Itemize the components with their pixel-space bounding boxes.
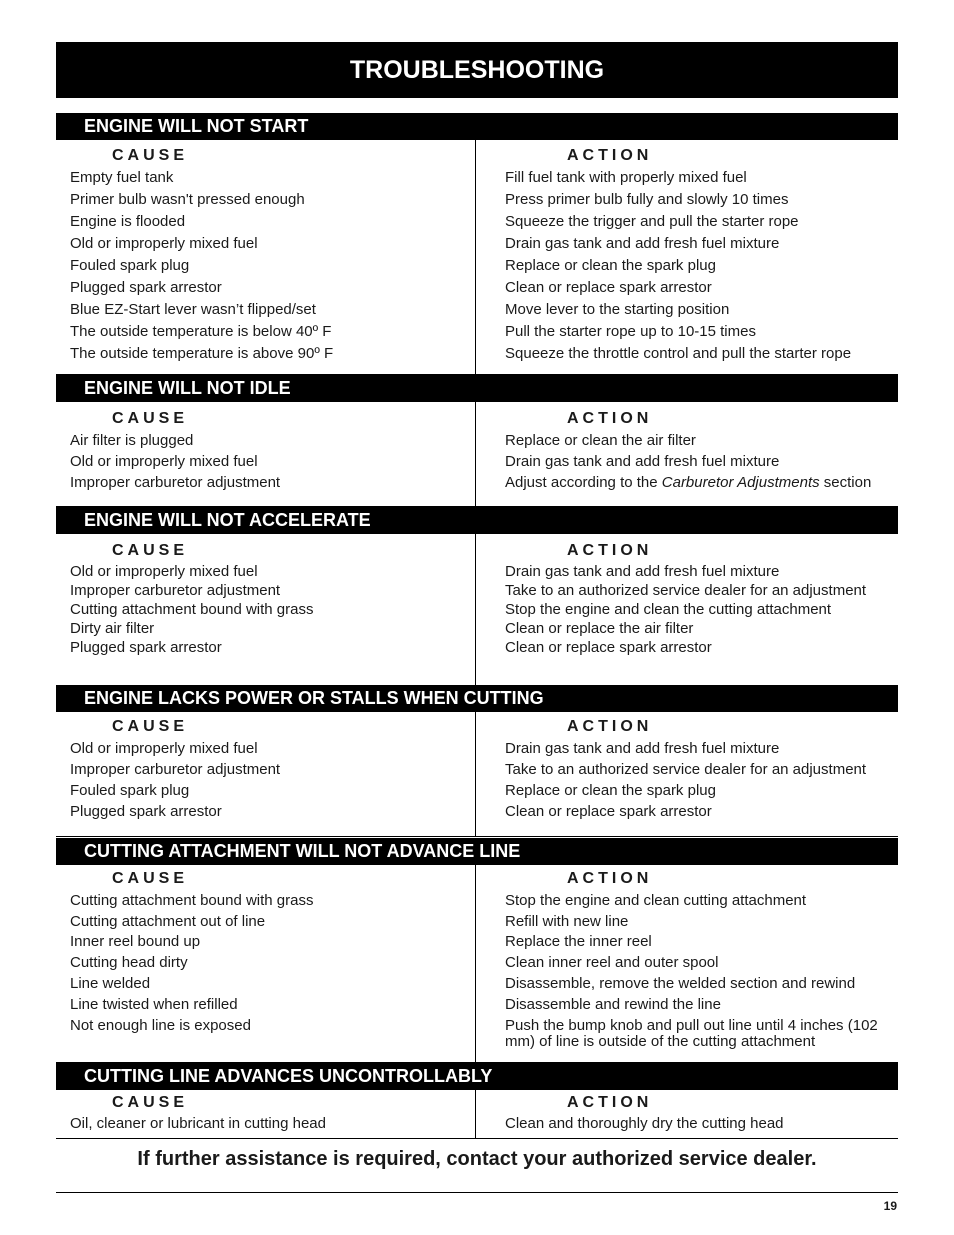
action-column [505, 1092, 895, 1133]
section-advances-uncontrollably [56, 1063, 898, 1139]
action-item: Clean inner reel and outer spool [505, 954, 719, 971]
section-table [56, 712, 898, 837]
cause-header: CAUSE [112, 542, 189, 559]
action-header: ACTION [567, 718, 653, 735]
action-column [505, 868, 895, 1050]
cause-header: CAUSE [112, 147, 189, 164]
cause-column [70, 540, 470, 657]
cause-header: CAUSE [112, 1094, 189, 1111]
action-item: Squeeze the throttle control and pull the starter rope [505, 345, 852, 362]
cause-item: Improper carburetor adjustment [70, 761, 281, 778]
section-engine-will-not-idle [56, 375, 898, 507]
section-heading: CUTTING ATTACHMENT WILL NOT ADVANCE LINE [56, 838, 898, 865]
page-number: 19 [883, 1199, 897, 1213]
action-item: Take to an authorized service dealer for an adjustment [505, 761, 867, 778]
cause-header: CAUSE [112, 410, 189, 427]
cause-item: Blue EZ-Start lever wasn’t flipped/set [70, 301, 316, 318]
action-text: Adjust according to the [505, 474, 662, 491]
column-divider [475, 712, 476, 836]
action-header: ACTION [567, 410, 653, 427]
column-divider [475, 1090, 476, 1138]
action-item: Replace the inner reel [505, 933, 652, 950]
section-engine-will-not-start [56, 113, 898, 375]
cause-item: The outside temperature is above 90º F [70, 345, 334, 362]
action-item: Refill with new line [505, 913, 629, 930]
action-item: Stop the engine and clean the cutting attachment [505, 601, 832, 618]
action-item: Clean or replace the air filter [505, 620, 694, 637]
action-column [505, 408, 895, 493]
cause-item: Plugged spark arrestor [70, 639, 222, 656]
cause-item: Old or improperly mixed fuel [70, 453, 258, 470]
cause-column [70, 145, 470, 365]
cause-item: Improper carburetor adjustment [70, 474, 281, 491]
section-engine-lacks-power [56, 685, 898, 837]
cause-item: Engine is flooded [70, 213, 186, 230]
cause-item: Old or improperly mixed fuel [70, 235, 258, 252]
action-header: ACTION [567, 1094, 653, 1111]
action-item: Take to an authorized service dealer for an adjustment [505, 582, 867, 599]
action-header: ACTION [567, 542, 653, 559]
section-table [56, 402, 898, 507]
action-item: Fill fuel tank with properly mixed fuel [505, 169, 747, 186]
cause-item: Not enough line is exposed [70, 1017, 251, 1034]
cause-item: Line twisted when refilled [70, 996, 238, 1013]
section-table [56, 140, 898, 375]
action-item: Replace or clean the spark plug [505, 782, 716, 799]
cause-item: The outside temperature is below 40º F [70, 323, 332, 340]
cause-item: Cutting attachment out of line [70, 913, 266, 930]
section-heading: ENGINE WILL NOT START [56, 113, 898, 140]
cause-item: Improper carburetor adjustment [70, 582, 281, 599]
section-heading: ENGINE WILL NOT ACCELERATE [56, 507, 898, 534]
section-table [56, 1090, 898, 1139]
cause-header: CAUSE [112, 718, 189, 735]
cause-item: Inner reel bound up [70, 933, 201, 950]
column-divider [475, 865, 476, 1062]
cause-item: Plugged spark arrestor [70, 803, 222, 820]
cause-header: CAUSE [112, 870, 189, 887]
section-table [56, 534, 898, 686]
cause-item: Primer bulb wasn't pressed enough [70, 191, 305, 208]
section-heading: ENGINE WILL NOT IDLE [56, 375, 898, 402]
action-text: section [819, 474, 872, 491]
page-title: TROUBLESHOOTING [56, 42, 898, 98]
section-engine-will-not-accelerate [56, 507, 898, 686]
action-item: Drain gas tank and add fresh fuel mixture [505, 563, 780, 580]
section-will-not-advance-line [56, 838, 898, 1063]
column-divider [475, 534, 476, 685]
cause-item: Cutting attachment bound with grass [70, 892, 314, 909]
cause-item: Empty fuel tank [70, 169, 174, 186]
action-item: Clean or replace spark arrestor [505, 279, 712, 296]
cause-item: Line welded [70, 975, 151, 992]
action-column [505, 145, 895, 365]
cause-item: Dirty air filter [70, 620, 155, 637]
action-item: Replace or clean the air filter [505, 432, 696, 449]
action-item: Disassemble, remove the welded section and rewind [505, 975, 856, 992]
cause-item: Plugged spark arrestor [70, 279, 222, 296]
action-header: ACTION [567, 147, 653, 164]
cause-column [70, 716, 470, 822]
action-item: Squeeze the trigger and pull the starter rope [505, 213, 799, 230]
action-item: Disassemble and rewind the line [505, 996, 721, 1013]
cause-item: Oil, cleaner or lubricant in cutting head [70, 1115, 326, 1132]
column-divider [475, 402, 476, 506]
cause-column [70, 408, 470, 493]
action-item: Drain gas tank and add fresh fuel mixture [505, 235, 780, 252]
section-table [56, 865, 898, 1063]
section-reference: Carburetor Adjustments [661, 474, 820, 491]
action-item: Pull the starter rope up to 10-15 times [505, 323, 756, 340]
action-item: Replace or clean the spark plug [505, 257, 716, 274]
action-item: Move lever to the starting position [505, 301, 730, 318]
action-item: Clean or replace spark arrestor [505, 803, 712, 820]
cause-item: Old or improperly mixed fuel [70, 563, 258, 580]
cause-column [70, 868, 470, 1036]
cause-item: Cutting attachment bound with grass [70, 601, 314, 618]
cause-item: Fouled spark plug [70, 257, 190, 274]
section-heading: CUTTING LINE ADVANCES UNCONTROLLABLY [56, 1063, 898, 1090]
action-item [505, 472, 895, 493]
cause-item: Old or improperly mixed fuel [70, 740, 258, 757]
action-column [505, 716, 895, 822]
action-header: ACTION [567, 870, 653, 887]
cause-item: Air filter is plugged [70, 432, 194, 449]
cause-item: Fouled spark plug [70, 782, 190, 799]
action-item: Clean and thoroughly dry the cutting head [505, 1115, 784, 1132]
section-heading: ENGINE LACKS POWER OR STALLS WHEN CUTTING [56, 685, 898, 712]
assistance-message: If further assistance is required, contact your authorized service dealer. [137, 1148, 817, 1170]
column-divider [475, 140, 476, 374]
action-item: Drain gas tank and add fresh fuel mixture [505, 453, 780, 470]
cause-column [70, 1092, 470, 1133]
action-item: Drain gas tank and add fresh fuel mixture [505, 740, 780, 757]
action-column [505, 540, 895, 657]
action-item: Push the bump knob and pull out line until 4 inches (102 mm) of line is outside of the cutting attachment [505, 1017, 878, 1050]
action-item: Stop the engine and clean cutting attachment [505, 892, 807, 909]
footer-rule [56, 1192, 898, 1193]
cause-item: Cutting head dirty [70, 954, 188, 971]
action-item: Clean or replace spark arrestor [505, 639, 712, 656]
action-item: Press primer bulb fully and slowly 10 times [505, 191, 789, 208]
